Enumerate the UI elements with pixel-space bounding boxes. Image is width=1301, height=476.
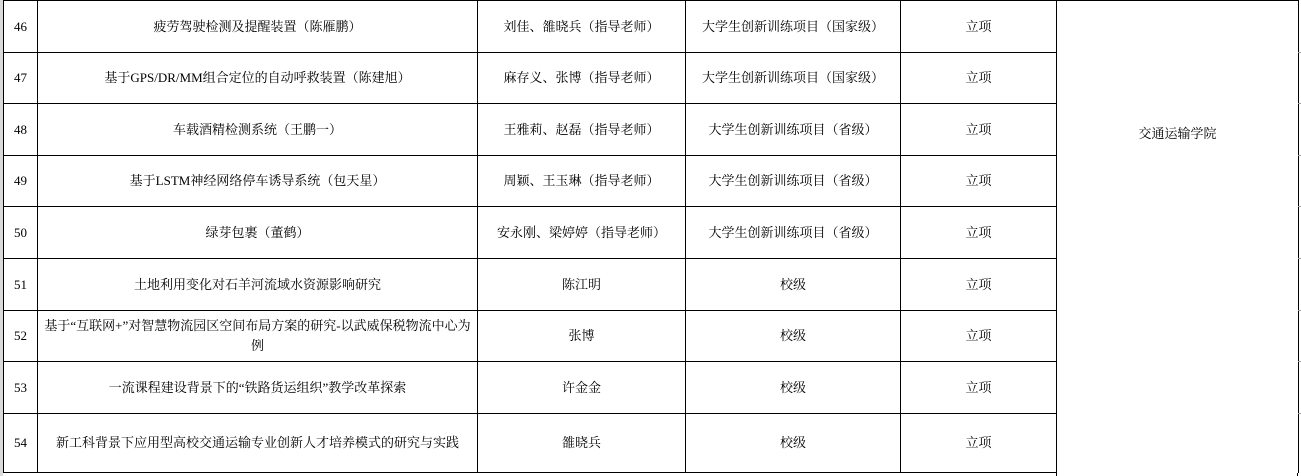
cell-level[interactable]: 校级 bbox=[686, 311, 901, 362]
projects-table bbox=[3, 0, 1299, 473]
cell-status[interactable]: 立项 bbox=[901, 104, 1057, 156]
cell-members[interactable]: 刘佳、雒晓兵（指导老师） bbox=[478, 1, 686, 53]
cell-status[interactable]: 立项 bbox=[901, 414, 1057, 473]
cell-project[interactable]: 土地利用变化对石羊河流域水资源影响研究 bbox=[38, 259, 478, 311]
cell-row-no[interactable]: 54 bbox=[4, 414, 38, 473]
cell-row-no[interactable]: 53 bbox=[4, 362, 38, 414]
cell-row-no[interactable]: 52 bbox=[4, 311, 38, 362]
cell-row-no[interactable]: 46 bbox=[4, 1, 38, 53]
cell-project[interactable]: 绿芽包裹（董鹤） bbox=[38, 207, 478, 259]
cell-project[interactable]: 基于“互联网+”对智慧物流园区空间布局方案的研究-以武威保税物流中心为例 bbox=[38, 311, 478, 362]
cell-row-no[interactable]: 48 bbox=[4, 104, 38, 156]
cell-project[interactable]: 基于GPS/DR/MM组合定位的自动呼救装置（陈建旭） bbox=[38, 53, 478, 104]
cell-status[interactable]: 立项 bbox=[901, 207, 1057, 259]
cell-members[interactable]: 王雅莉、赵磊（指导老师） bbox=[478, 104, 686, 156]
cell-row-no[interactable]: 50 bbox=[4, 207, 38, 259]
cell-row-no[interactable]: 49 bbox=[4, 156, 38, 207]
cell-project[interactable]: 疲劳驾驶检测及提醒装置（陈雁鹏） bbox=[38, 1, 478, 53]
cell-project[interactable]: 基于LSTM神经网络停车诱导系统（包天星） bbox=[38, 156, 478, 207]
cell-department-merged[interactable] bbox=[1057, 1, 1299, 473]
cell-level[interactable]: 校级 bbox=[686, 362, 901, 414]
cell-status[interactable]: 立项 bbox=[901, 311, 1057, 362]
cell-project[interactable]: 新工科背景下应用型高校交通运输专业创新人才培养模式的研究与实践 bbox=[38, 414, 478, 473]
cell-level[interactable]: 大学生创新训练项目（国家级） bbox=[686, 1, 901, 53]
cell-members[interactable]: 安永刚、梁婷婷（指导老师） bbox=[478, 207, 686, 259]
cell-status[interactable]: 立项 bbox=[901, 53, 1057, 104]
cell-project[interactable]: 车载酒精检测系统（王鹏一） bbox=[38, 104, 478, 156]
cell-status[interactable]: 立项 bbox=[901, 156, 1057, 207]
cell-level[interactable]: 校级 bbox=[686, 414, 901, 473]
cell-members[interactable]: 许金金 bbox=[478, 362, 686, 414]
department-label: 交通运输学院 bbox=[1138, 126, 1217, 141]
cell-level[interactable]: 校级 bbox=[686, 259, 901, 311]
cell-level[interactable]: 大学生创新训练项目（省级） bbox=[686, 156, 901, 207]
cell-row-no[interactable]: 47 bbox=[4, 53, 38, 104]
cell-level[interactable]: 大学生创新训练项目（省级） bbox=[686, 207, 901, 259]
cell-level[interactable]: 大学生创新训练项目（国家级） bbox=[686, 53, 901, 104]
cell-status[interactable]: 立项 bbox=[901, 259, 1057, 311]
cell-level[interactable]: 大学生创新训练项目（省级） bbox=[686, 104, 901, 156]
cell-status[interactable]: 立项 bbox=[901, 362, 1057, 414]
cell-status[interactable]: 立项 bbox=[901, 1, 1057, 53]
cell-members[interactable]: 雒晓兵 bbox=[478, 414, 686, 473]
cell-row-no[interactable]: 51 bbox=[4, 259, 38, 311]
cell-members[interactable]: 麻存义、张博（指导老师） bbox=[478, 53, 686, 104]
cell-members[interactable]: 张博 bbox=[478, 311, 686, 362]
cell-members[interactable]: 陈江明 bbox=[478, 259, 686, 311]
cell-project[interactable]: 一流课程建设背景下的“铁路货运组织”教学改革探索 bbox=[38, 362, 478, 414]
cell-members[interactable]: 周颖、王玉琳（指导老师） bbox=[478, 156, 686, 207]
